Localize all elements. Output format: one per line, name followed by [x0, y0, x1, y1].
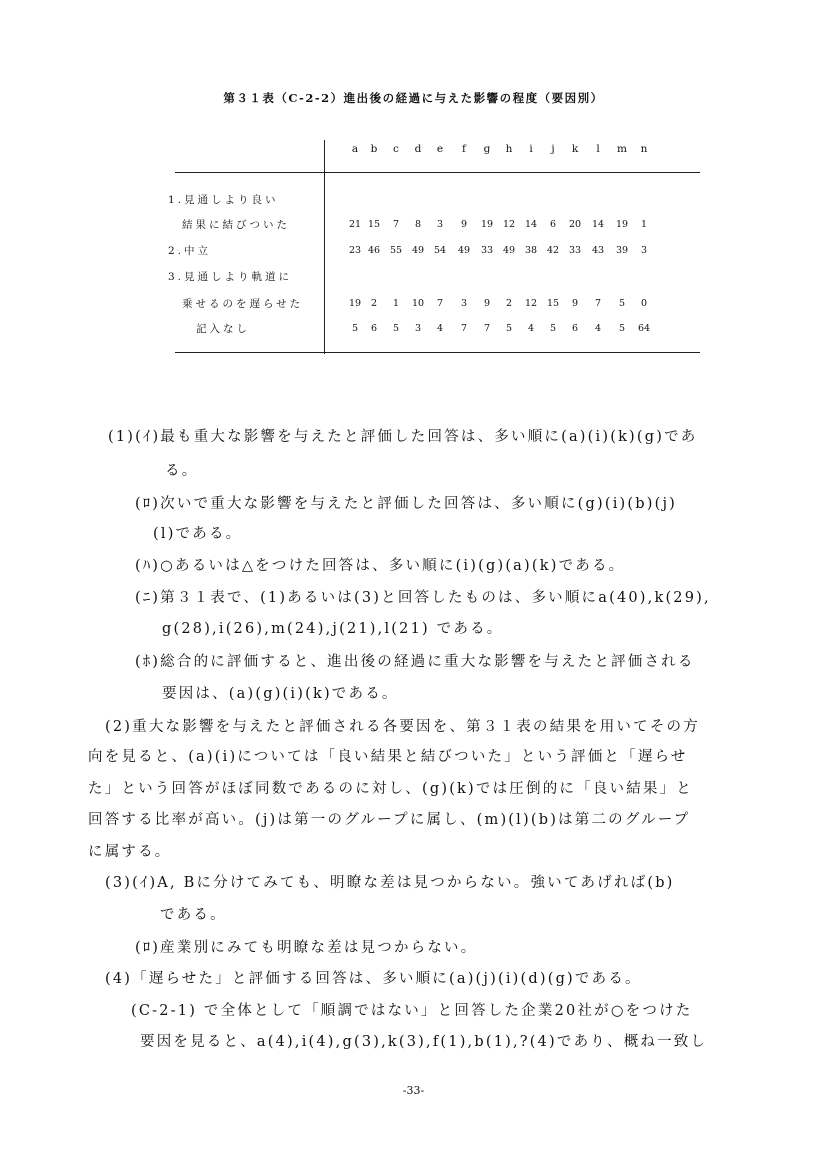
table-cell: 5 — [351, 323, 359, 334]
text-line: 向を見ると、(a)(i)については「良い結果と結びついた」という評価と「遅らせ — [88, 749, 688, 765]
table-cell: 7 — [436, 298, 444, 309]
table-cell: 7 — [460, 323, 468, 334]
text-line: (ﾆ)第３１表で、(1)あるいは(3)と回答したものは、多い順にa(40),k(29), — [135, 590, 711, 606]
table-cell: 5 — [392, 323, 400, 334]
column-header-j: j — [551, 143, 555, 155]
row-label: 1.見通しより良い — [168, 194, 279, 206]
table-cell: 2 — [370, 298, 378, 309]
table-cell: 54 — [433, 245, 447, 256]
text-line: g(28),i(26),m(24),j(21),l(21) である。 — [162, 621, 504, 637]
table-cell: 9 — [483, 298, 491, 309]
column-header-a: a — [351, 143, 359, 155]
table-cell: 14 — [591, 219, 605, 230]
table-cell: 14 — [524, 219, 538, 230]
table-cell: 42 — [546, 245, 560, 256]
table-title: 第３１表（C-2-2）進出後の経過に与えた影響の程度（要因別） — [223, 91, 604, 105]
text-line: (4)「遅らせた」と評価する回答は、多い順に(a)(j)(i)(d)(g)である。 — [105, 971, 642, 987]
table-cell: 3 — [640, 245, 648, 256]
page-number: -33- — [402, 1084, 425, 1097]
table-cell: 5 — [618, 298, 626, 309]
table-cell: 7 — [594, 298, 602, 309]
table-cell: 33 — [568, 245, 582, 256]
table-cell: 15 — [367, 219, 381, 230]
table-cell: 6 — [549, 219, 557, 230]
table-cell: 5 — [549, 323, 557, 334]
table-cell: 2 — [505, 298, 513, 309]
text-line: る。 — [165, 463, 199, 479]
text-line: (ﾛ)次いで重大な影響を与えたと評価した回答は、多い順に(g)(i)(b)(j) — [135, 496, 678, 512]
table-cell: 4 — [527, 323, 535, 334]
table-cell: 49 — [411, 245, 425, 256]
row-label: 乗せるのを遅らせた — [182, 298, 304, 310]
data-table — [0, 0, 827, 400]
table-cell: 19 — [480, 219, 494, 230]
table-cell: 38 — [524, 245, 538, 256]
table-cell: 4 — [594, 323, 602, 334]
table-cell: 33 — [480, 245, 494, 256]
table-cell: 8 — [414, 219, 422, 230]
table-cell: 20 — [568, 219, 582, 230]
column-header-m: m — [617, 143, 627, 155]
table-cell: 3 — [436, 219, 444, 230]
text-line: (ﾊ)○あるいは△をつけた回答は、多い順に(i)(g)(a)(k)である。 — [135, 558, 626, 574]
text-line: (2)重大な影響を与えたと評価される各要因を、第３１表の結果を用いてその方 — [105, 719, 700, 735]
text-line: た」という回答がほぼ同数であるのに対し、(g)(k)では圧倒的に「良い結果」と — [88, 781, 693, 797]
table-cell: 55 — [389, 245, 403, 256]
table-cell: 39 — [615, 245, 629, 256]
column-header-h: h — [505, 143, 513, 155]
column-header-d: d — [414, 143, 422, 155]
table-cell: 10 — [411, 298, 425, 309]
table-cell: 6 — [370, 323, 378, 334]
table-cell: 9 — [460, 219, 468, 230]
text-line: である。 — [160, 907, 227, 923]
table-cell: 9 — [571, 298, 579, 309]
table-cell: 21 — [348, 219, 362, 230]
column-header-n: n — [640, 143, 648, 155]
table-cell: 6 — [571, 323, 579, 334]
table-cell: 5 — [505, 323, 513, 334]
table-cell: 64 — [637, 323, 651, 334]
table-cell: 19 — [615, 219, 629, 230]
table-cell: 7 — [392, 219, 400, 230]
row-label: 3.見通しより軌道に — [168, 271, 293, 283]
column-header-l: l — [596, 143, 600, 155]
table-cell: 19 — [348, 298, 362, 309]
table-cell: 1 — [392, 298, 400, 309]
text-line: 回答する比率が高い。(j)は第一のグループに属し、(m)(l)(b)は第二のグループ — [88, 812, 691, 828]
column-header-k: k — [571, 143, 579, 155]
text-line: (l)である。 — [153, 526, 243, 542]
table-cell: 3 — [460, 298, 468, 309]
table-cell: 0 — [640, 298, 648, 309]
table-header-rule — [175, 172, 700, 173]
table-cell: 12 — [524, 298, 538, 309]
table-cell: 46 — [367, 245, 381, 256]
row-label: 記入なし — [196, 323, 250, 335]
table-cell: 23 — [348, 245, 362, 256]
text-line: (C-2-1) で全体として「順調ではない」と回答した企業20社が○をつけた — [131, 1003, 693, 1019]
text-line: に属する。 — [88, 844, 172, 860]
table-cell: 1 — [640, 219, 648, 230]
text-line: (ﾎ)総合的に評価すると、進出後の経過に重大な影響を与えたと評価される — [135, 654, 695, 670]
row-label: 結果に結びついた — [182, 219, 290, 231]
text-line: 要因は、(a)(g)(i)(k)である。 — [162, 686, 399, 702]
table-cell: 3 — [414, 323, 422, 334]
table-cell: 7 — [483, 323, 491, 334]
text-line: (ﾛ)産業別にみても明瞭な差は見つからない。 — [135, 940, 478, 956]
table-cell: 5 — [618, 323, 626, 334]
table-column-divider — [324, 140, 325, 354]
column-header-b: b — [370, 143, 378, 155]
column-header-i: i — [529, 143, 533, 155]
table-cell: 4 — [436, 323, 444, 334]
table-bottom-rule — [175, 352, 700, 353]
column-header-c: c — [393, 143, 399, 155]
column-header-f: f — [462, 143, 466, 155]
row-label: 2.中立 — [168, 245, 212, 257]
column-header-e: e — [436, 143, 444, 155]
table-cell: 49 — [502, 245, 516, 256]
text-line: (3)(ｲ)A, Bに分けてみても、明瞭な差は見つからない。強いてあげれば(b) — [105, 875, 675, 891]
table-cell: 15 — [546, 298, 560, 309]
text-line: (1)(ｲ)最も重大な影響を与えたと評価した回答は、多い順に(a)(i)(k)(g)であ — [108, 429, 698, 445]
column-header-g: g — [483, 143, 491, 155]
table-cell: 43 — [591, 245, 605, 256]
table-cell: 12 — [502, 219, 516, 230]
text-line: 要因を見ると、a(4),i(4),g(3),k(3),f(1),b(1),?(4)であり、概ね一致し — [140, 1034, 708, 1050]
table-cell: 49 — [457, 245, 471, 256]
